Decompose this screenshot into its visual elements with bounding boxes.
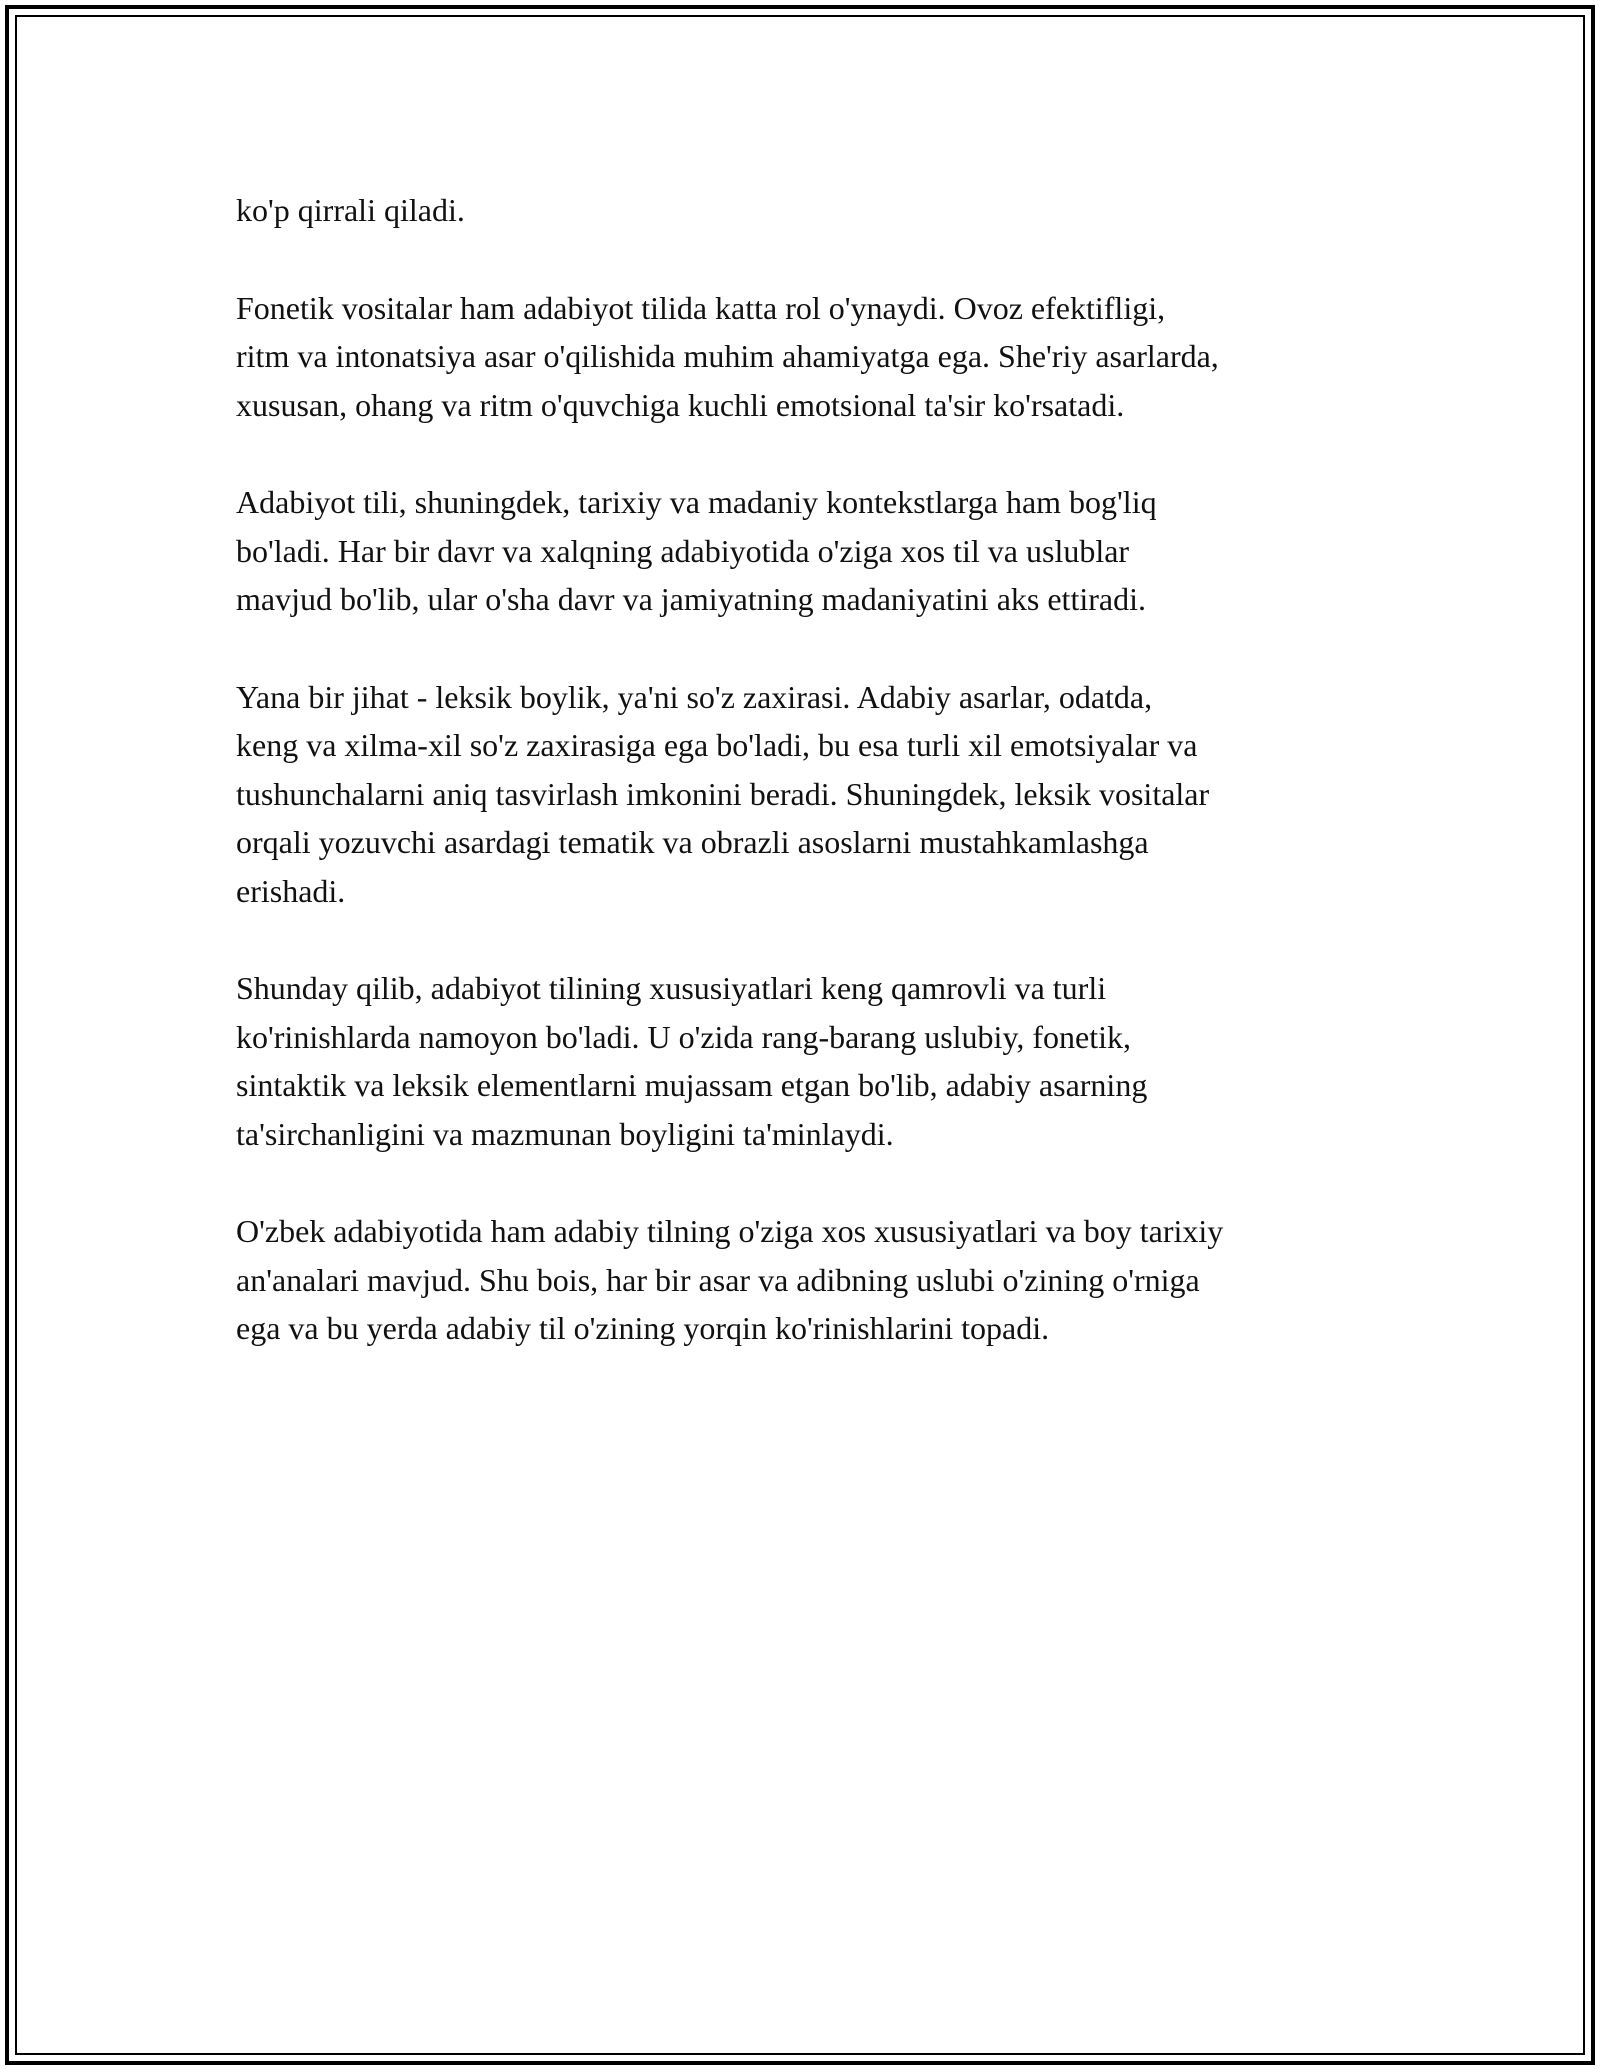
text-line: Adabiyot tili, shuningdek, tarixiy va madaniy kontekstlarga ham bog'liq	[236, 484, 1157, 520]
text-line: Yana bir jihat - leksik boylik, ya'ni so'z zaxirasi. Adabiy asarlar, odatda,	[236, 678, 1153, 715]
text-line: sintaktik va leksik elementlarni mujassam etgan bo'lib, adabiy asarning	[236, 1067, 1148, 1103]
text-line: ta'sirchanligini va mazmunan boyligini ta'minlaydi.	[236, 1115, 894, 1152]
paragraph	[236, 478, 1386, 624]
text-line: erishadi.	[236, 872, 346, 909]
paragraph	[236, 964, 1386, 1158]
paragraph	[236, 186, 1386, 235]
text-line: ritm va intonatsiya asar o'qilishida muhim ahamiyatga ega. She'riy asarlarda,	[236, 338, 1219, 374]
paragraph	[236, 1207, 1386, 1353]
text-line: bo'ladi. Har bir davr va xalqning adabiyotida o'ziga xos til va uslublar	[236, 532, 1130, 569]
paragraph	[236, 284, 1386, 430]
text-line: an'analari mavjud. Shu bois, har bir asar va adibning uslubi o'zining o'rniga	[236, 1261, 1200, 1298]
text-line: xususan, ohang va ritm o'quvchiga kuchli emotsional ta'sir ko'rsatadi.	[236, 386, 1125, 423]
text-line: mavjud bo'lib, ular o'sha davr va jamiyatning madaniyatini aks ettiradi.	[236, 581, 1146, 617]
text-line: tushunchalarni aniq tasvirlash imkonini beradi. Shuningdek, leksik vositalar	[236, 775, 1210, 812]
document-body	[236, 186, 1386, 1402]
text-line: O'zbek adabiyotida ham adabiy tilning o'ziga xos xususiyatlari va boy tarixiy	[236, 1213, 1224, 1249]
text-line: ega va bu yerda adabiy til o'zining yorqin ko'rinishlarini topadi.	[236, 1310, 1050, 1346]
text-line: Fonetik vositalar ham adabiyot tilida katta rol o'ynaydi. Ovoz efektifligi,	[236, 289, 1166, 326]
text-line: ko'p qirrali qiladi.	[236, 192, 465, 228]
text-line: ko'rinishlarda namoyon bo'ladi. U o'zida rang-barang uslubiy, fonetik,	[236, 1018, 1131, 1055]
text-line: Shunday qilib, adabiyot tilining xususiyatlari keng qamrovli va turli	[236, 970, 1107, 1006]
text-line: orqali yozuvchi asardagi tematik va obrazli asoslarni mustahkamlashga	[236, 824, 1149, 860]
text-line: keng va xilma-xil so'z zaxirasiga ega bo'ladi, bu esa turli xil emotsiyalar va	[236, 727, 1198, 763]
paragraph	[236, 673, 1386, 916]
